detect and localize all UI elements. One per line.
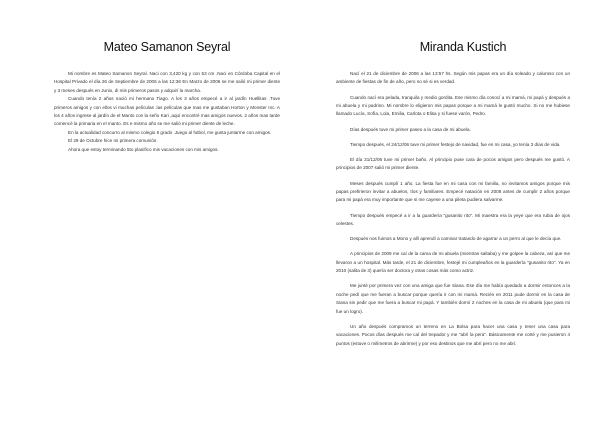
right-paragraph: Tiempo después, el 24/12/06 tuve mi primer festejo de navidad, fue en mi casa, yo tenía 3 días de vida. [350, 141, 561, 147]
left-page-body [54, 70, 280, 154]
right-paragraph: A principios de 2009 me caí de la cama de mi abuela (mientras saltaba) y me golpee la cabeza, así que me llevaron a un hospital. Más tarde, el 21 de diciembre, festejé mi cumpleaños en la guardería "gusanito rito". Ya en 2010 (salita de 3) quería ser doctora y otras cosas más como actriz. [336, 251, 570, 274]
left-paragraph: En la actualidad concurro al mismo colegio 5 grado .Juego al futbol, me gusta juntarme con amigos. [68, 129, 272, 135]
left-paragraph: Ahora que estoy terminando 5to planifico mis vacaciones con mis amigos. [68, 146, 219, 152]
right-page [336, 0, 570, 424]
right-page-title: Miranda Kustich [419, 40, 507, 54]
left-page-title: Mateo Samanon Seyral [103, 40, 231, 54]
right-paragraph: Meses después cumplí 1 año. La fiesta fue en mi casa con mi familia, no invitamos amigos porque mis papas prefirieron invitar a abuelos, tíos y familiares. Empecé natación en 2008 antes de cumplir 2 años porque para mi papá era muy importante que si me cayese a una pileta pudiera salvarme. [336, 180, 570, 203]
right-paragraph: Después nos fuimos a Mono y allí aprendí a caminar tratando de agarrar a un perro al que le decía que. [350, 236, 562, 242]
right-paragraph: Me junté por primera vez con una amiga que fue Siana. Ese día me había quedado a dormir entonces a la noche pedí que me fueran a buscar porque quería ir con mi mamá. Recién en 2011 pude dormir en la casa de Siana sin pedir que me fuera a buscar mi papá. Y también dormí 2 noches en la casa de mi abuela (que para mi fue un logro). [336, 283, 570, 314]
left-paragraph: El 29 de Octubre hice mi primera comunión. [68, 138, 158, 144]
right-paragraph: Un año después compramos un terreno en La Bolsa para hacer una casa y tener una casa para vacaciones. Pocos días después me caí del trepador y me "abrí la pera". Básicamente me corté y me pusieron 4 puntos (estuve o milímetros de abrirme) y por eso destinos que me abrí pero no me abrí. [336, 323, 570, 346]
right-paragraph: Tiempo después empecé a ir a la guardería "gusanito rito". Mi maestra era la yeye que era rubia de ojos celestes. [336, 212, 570, 227]
right-paragraph: Nací el 21 de diciembre de 2006 a las 13:57 hs. Según mis papas era un día soleado y caluroso con un ambiente de fiestas de fin de año, pero no sé si es verdad. [336, 71, 570, 85]
left-page [54, 0, 280, 424]
left-paragraph: Mi nombre es Mateo Samanon Seyral. Naci con 3,420 kg y con 53 cm .Naci en Córdoba Capital en el Hospital Privado el día 26 de Septiembre de 2006 a las 12:36 En Marzo de 2006 se me salió mi primer diente y 3 meses después en Junio, di mis primeros pasos y adquirí la marcha. [54, 71, 280, 93]
right-paragraph: El día 31/12/06 tuve mi primer baño. Al principio puse cara de pocos amigos pero después me gustó. A principios de 2007 salió mi primer diente. [336, 157, 570, 171]
right-paragraph: Cuando nací era pelada, tranquila y medio gordita. Ese mismo día conocí a mi mamá, mi papá y después a mi abuela y mi padrino. Mi nombre lo eligieron mis papas porque a mi mamá le gustó mucho. Si no me hubiese llamado Lucía, Sofía, Lola, Emilia, Carlota o Elisa y si fuese varón, Pedro. [336, 94, 570, 117]
left-paragraph: Cuando tenía 2 años nació mi hermano Tiago. A los 3 años empecé a ir al jardín Huellitas .Tuve primeros amigos y con ellos vi muchas películas .las películas que mas me gustaban Horton y Monster Inc. A los 4 años ingrese al jardín de el Manto con la seño Kari ,aquí encontré mas amigos nuevos. 2 años mas tarde comencé la primaria en el manto. Es e mismo año se me salió mi primer diente de leche. [54, 96, 280, 127]
right-page-body [336, 70, 570, 348]
right-paragraph: Días después tuve mi primer paseo a la casa de mi abuela. [350, 126, 471, 132]
